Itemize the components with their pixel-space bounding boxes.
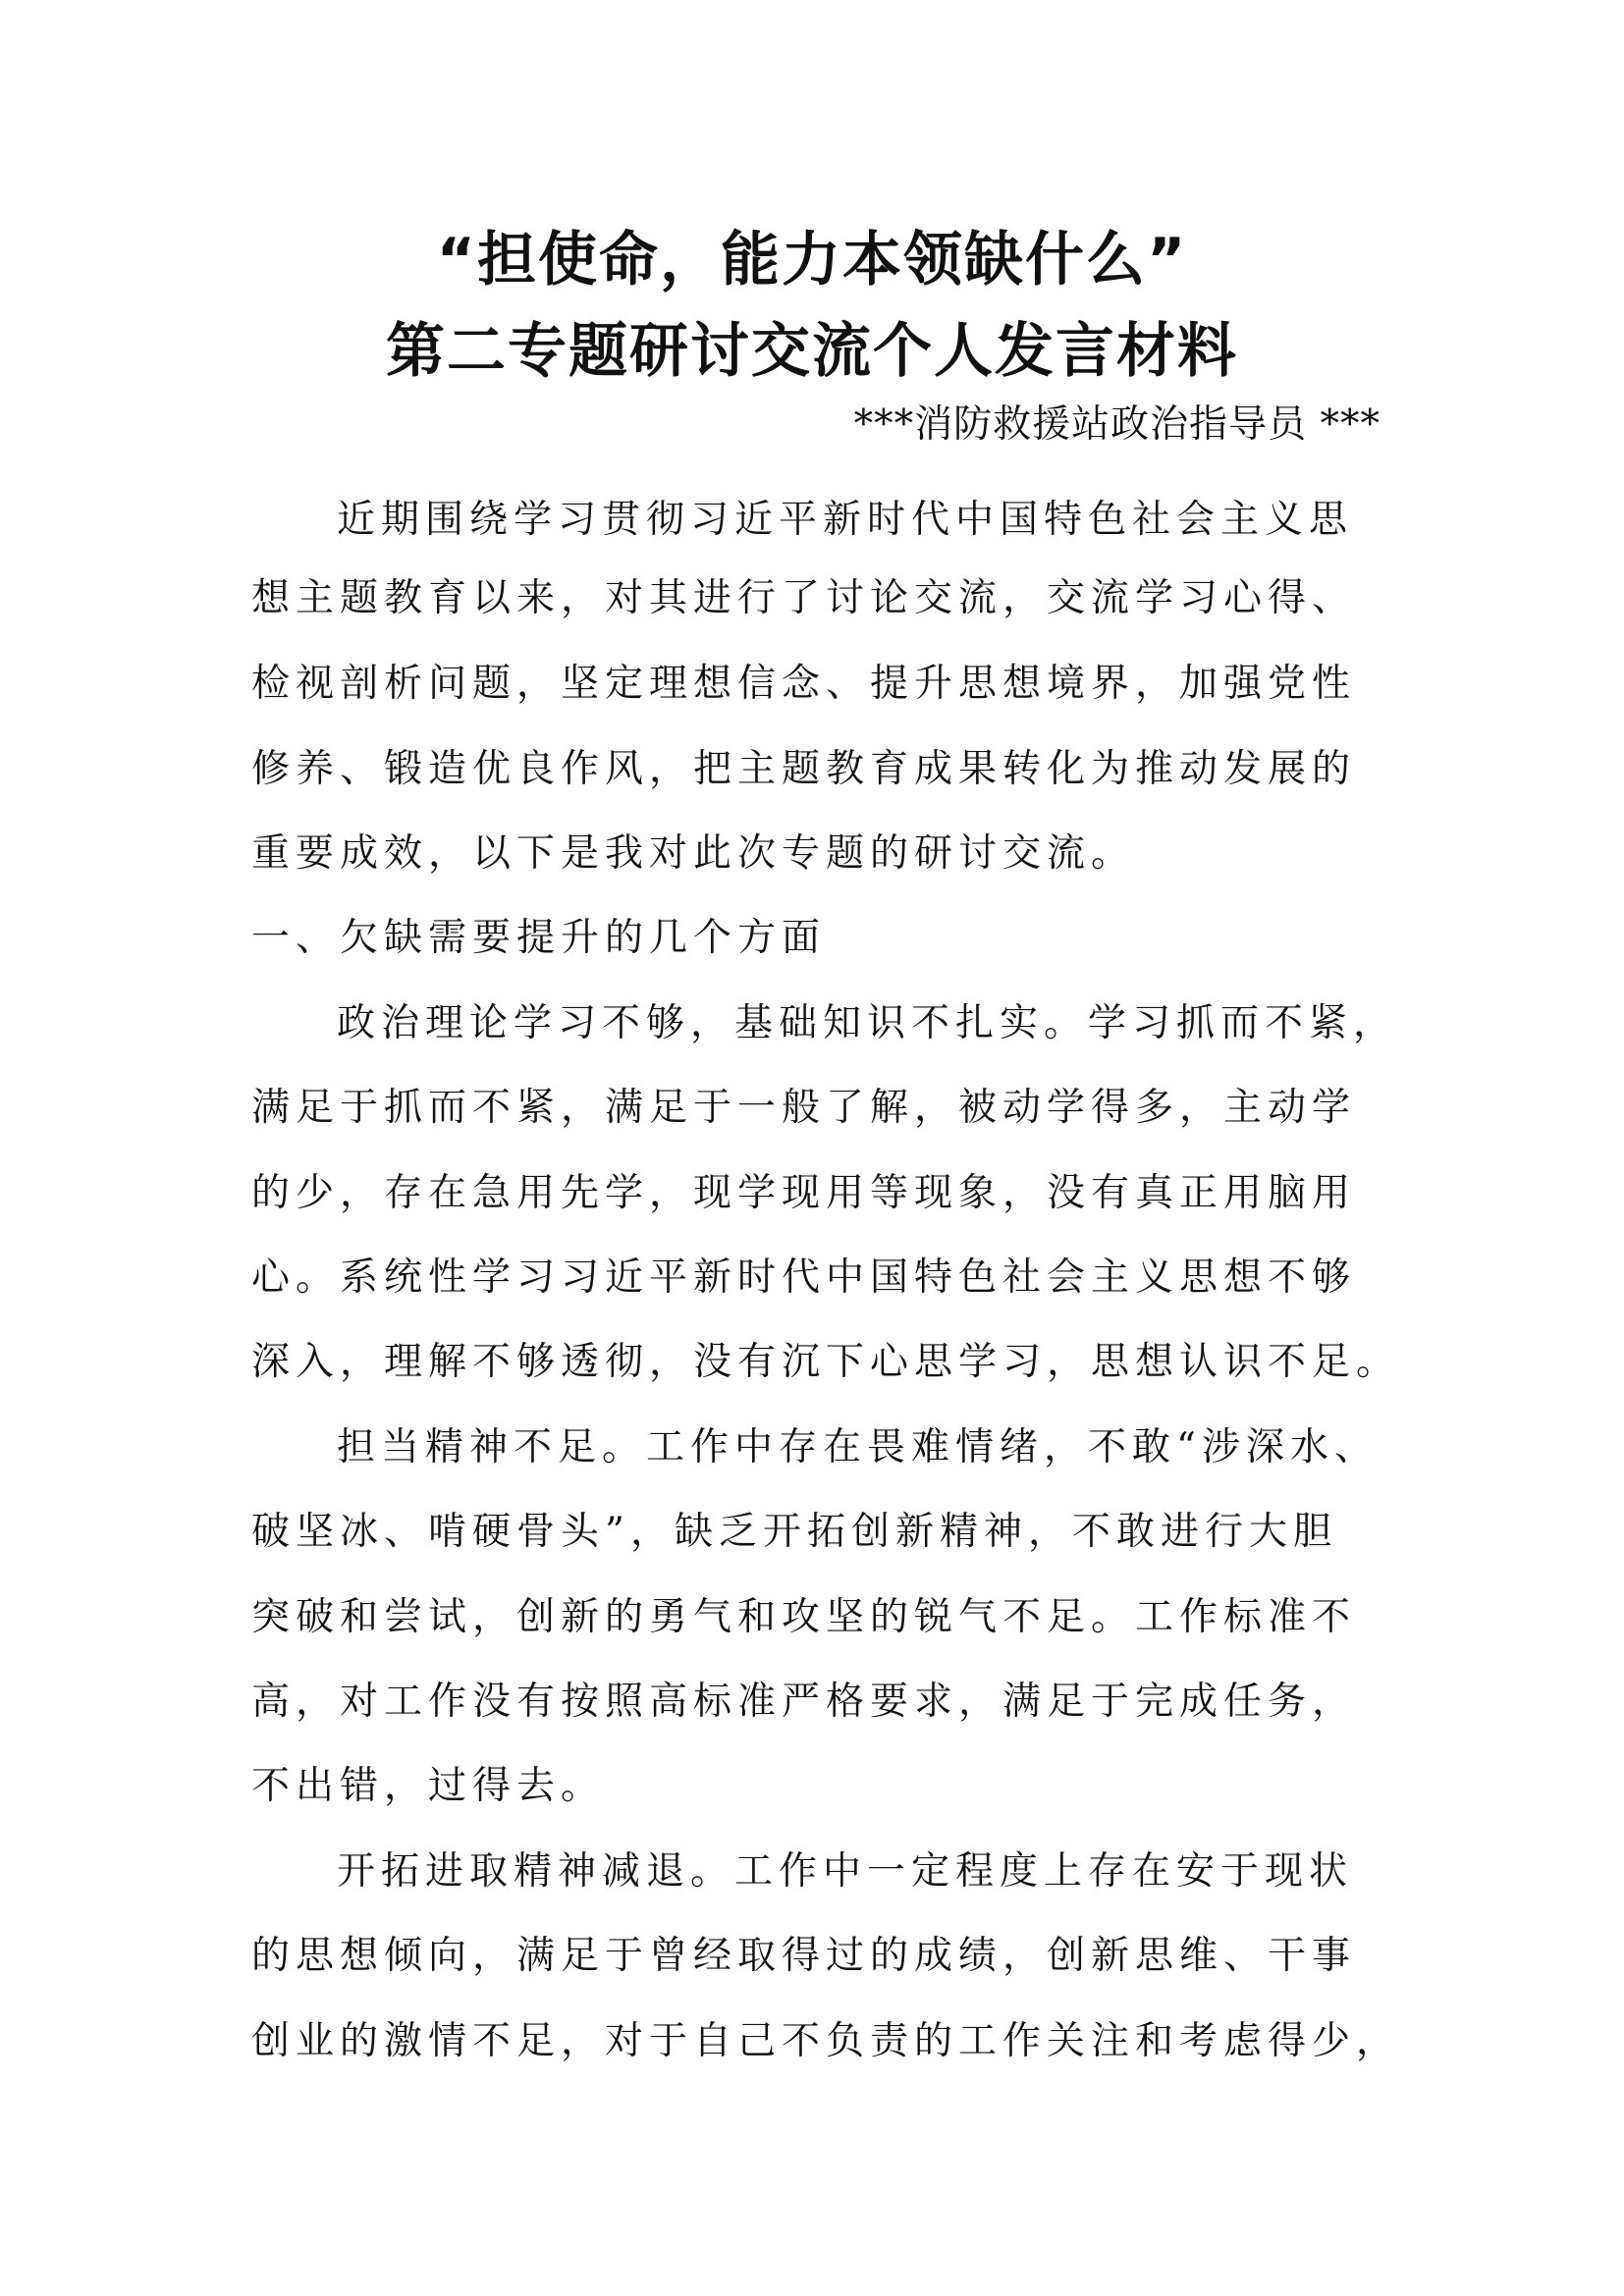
- body-line: 满足于抓而不紧，满足于一般了解，被动学得多，主动学: [251, 1086, 1357, 1130]
- body-line: 担当精神不足。工作中存在畏难情绪，不敢“涉深水、: [337, 1425, 1379, 1469]
- body-line: 突破和尝试，创新的勇气和攻坚的锐气不足。工作标准不: [251, 1595, 1357, 1639]
- body-line: 修养、锻造优良作风，把主题教育成果转化为推动发展的: [251, 747, 1357, 791]
- author-line: ***消防救援站政治指导员 ***: [853, 402, 1380, 447]
- body-line: 深入，理解不够透彻，没有沉下心思学习，思想认识不足。: [251, 1340, 1401, 1384]
- body-line: 的少，存在急用先学，现学现用等现象，没有真正用脑用: [251, 1171, 1357, 1215]
- body-line: 破坚冰、啃硬骨头”，缺乏开拓创新精神，不敢进行大胆: [251, 1510, 1337, 1554]
- body-line: 的思想倾向，满足于曾经取得过的成绩，创新思维、干事: [251, 1934, 1357, 1978]
- body-line: 近期围绕学习贯彻习近平新时代中国特色社会主义思: [337, 498, 1354, 542]
- document-title-line-2: 第二专题研讨交流个人发言材料: [386, 317, 1238, 386]
- body-line: 心。系统性学习习近平新时代中国特色社会主义思想不够: [251, 1255, 1357, 1300]
- body-line: 创业的激情不足，对于自己不负责的工作关注和考虑得少，: [251, 2019, 1401, 2063]
- document-title-line-1: “担使命，能力本领缺什么”: [436, 226, 1188, 294]
- body-line: 不出错，过得去。: [251, 1764, 606, 1808]
- body-line: 政治理论学习不够，基础知识不扎实。学习抓而不紧，: [337, 1001, 1398, 1045]
- body-line: 高，对工作没有按照高标准严格要求，满足于完成任务，: [251, 1680, 1357, 1724]
- body-line: 想主题教育以来，对其进行了讨论交流，交流学习心得、: [251, 576, 1357, 620]
- body-line: 检视剖析问题，坚定理想信念、提升思想境界，加强党性: [251, 662, 1357, 706]
- body-line: 开拓进取精神减退。工作中一定程度上存在安于现状: [337, 1849, 1354, 1894]
- section-heading: 一、欠缺需要提升的几个方面: [251, 916, 827, 960]
- body-line: 重要成效，以下是我对此次专题的研讨交流。: [251, 831, 1136, 876]
